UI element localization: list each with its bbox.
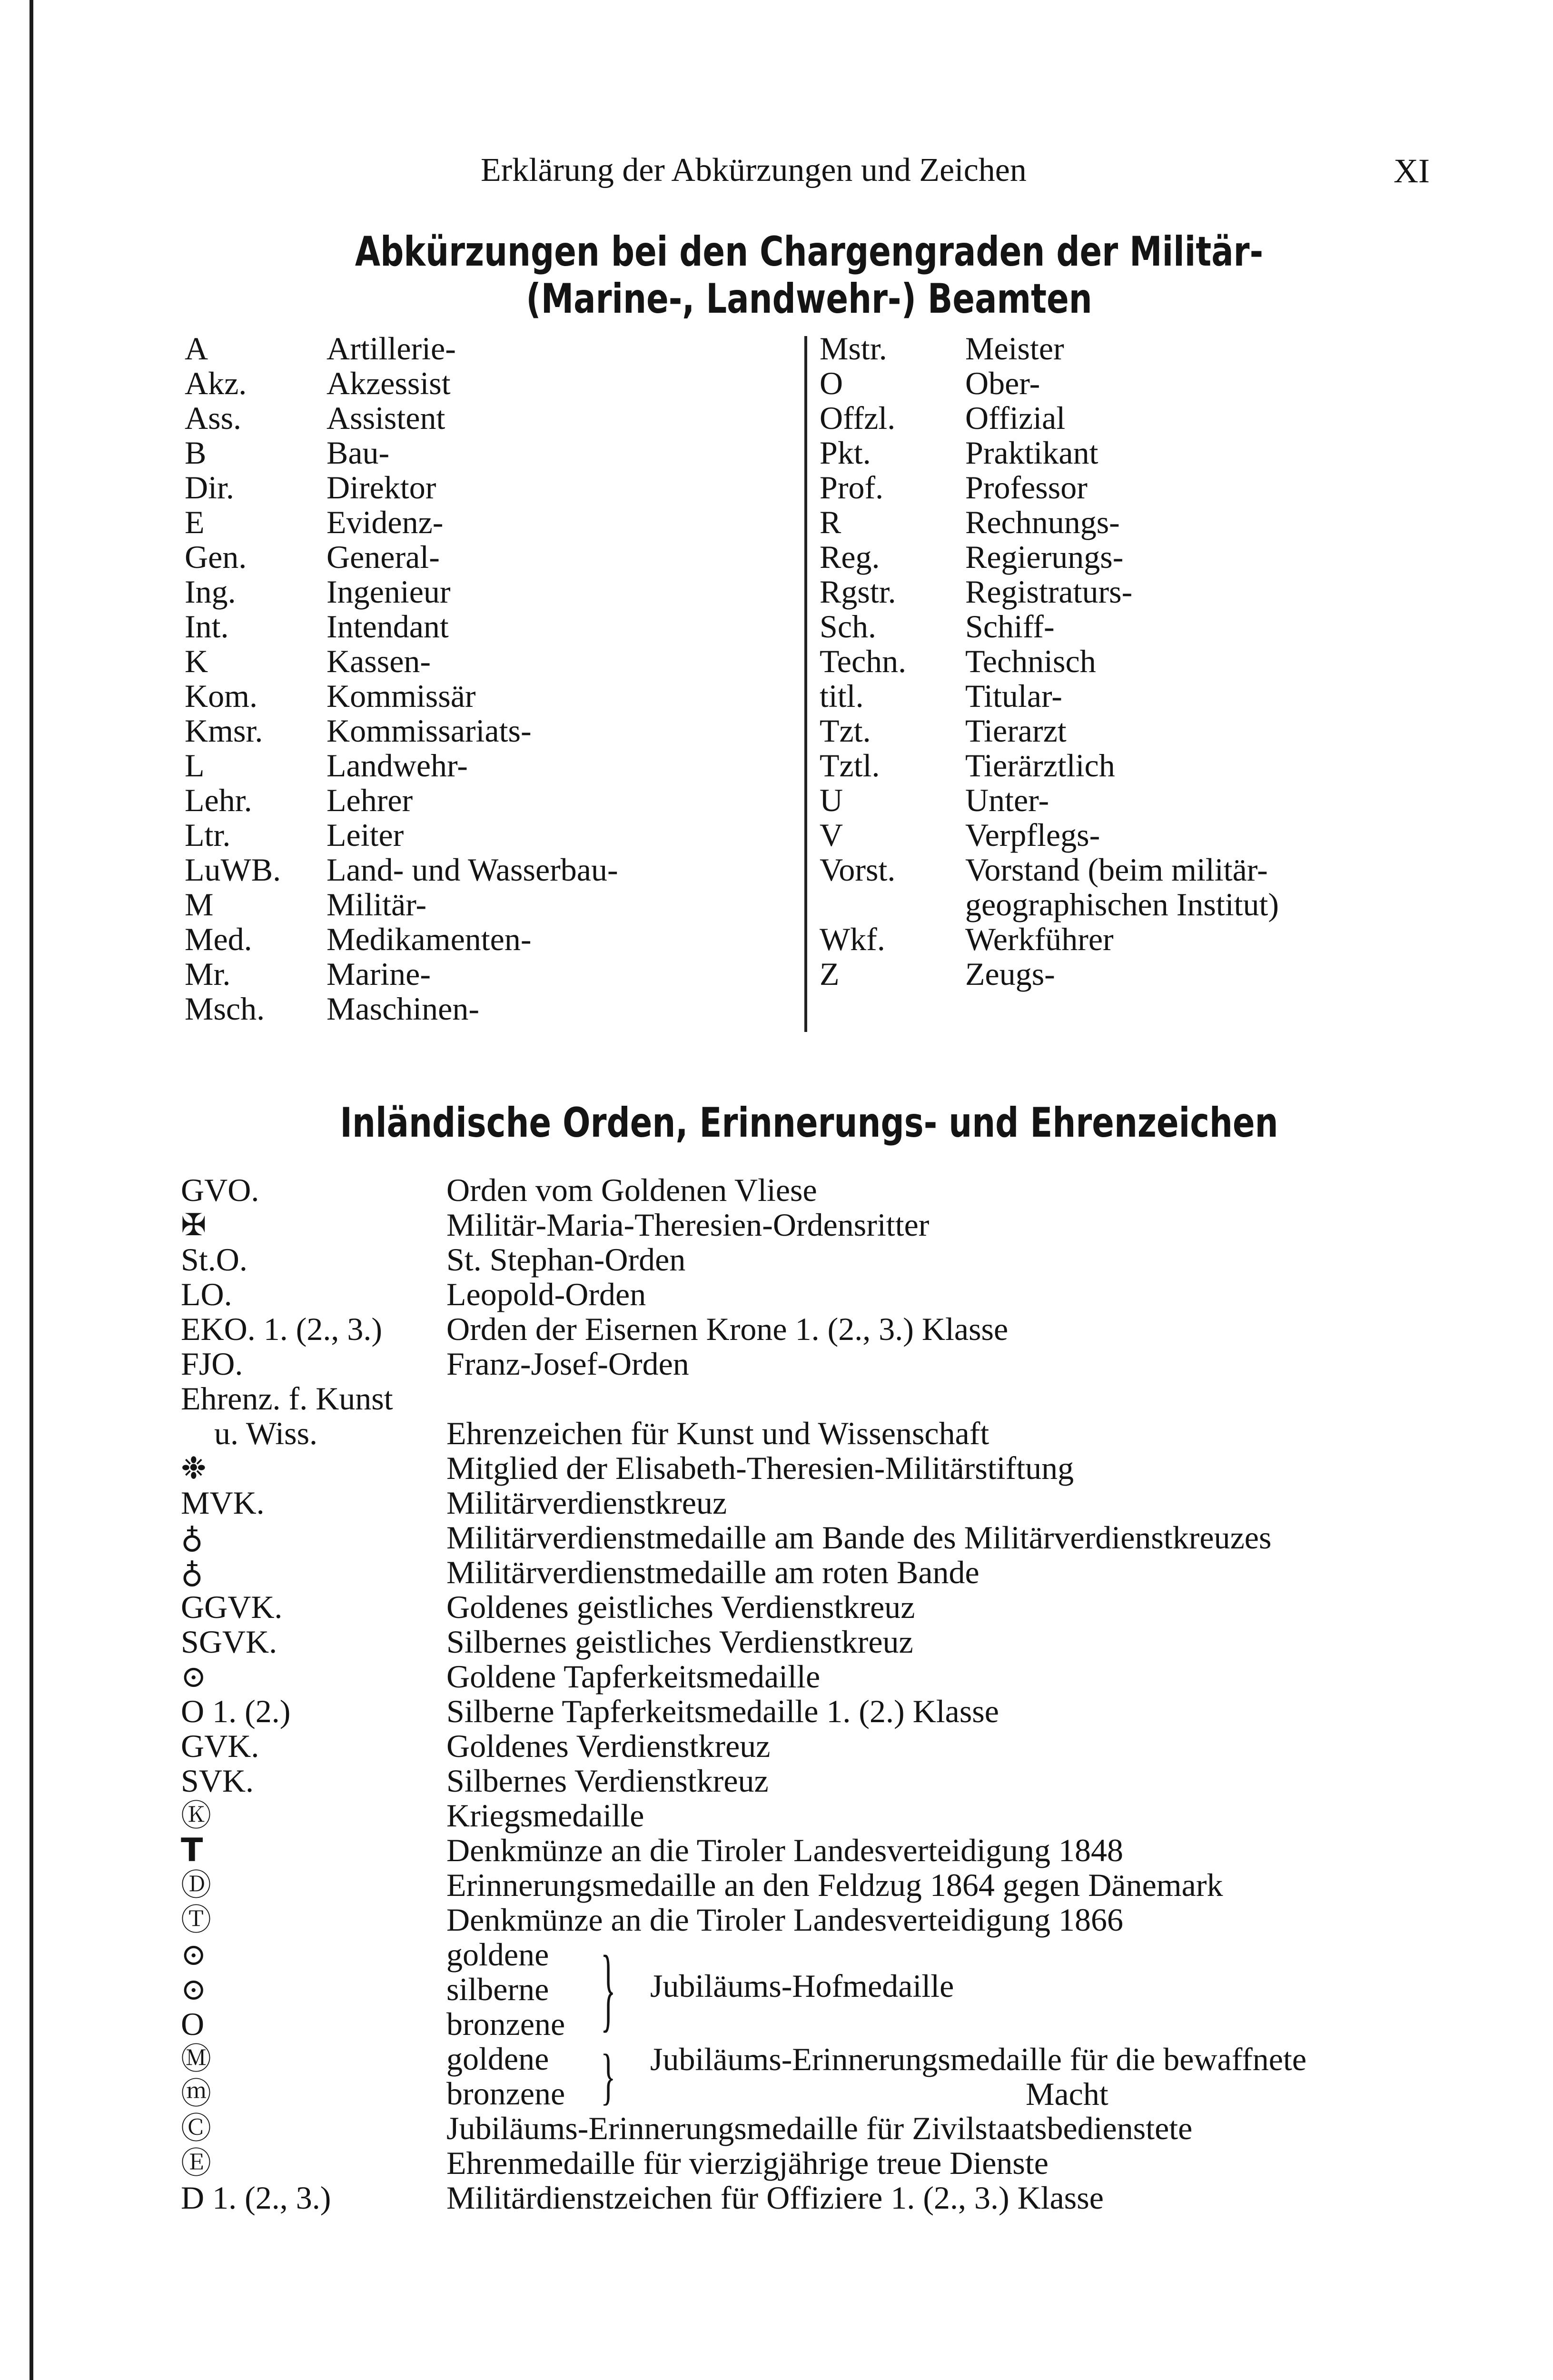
abbr-meaning: Direktor — [326, 469, 436, 506]
order-meaning: Militär-Maria-Theresien-Ordensritter — [446, 1207, 930, 1243]
order-symbol: Ehrenz. f. Kunst — [181, 1380, 393, 1417]
list-item — [820, 748, 1436, 783]
abbr-code: Msch. — [185, 991, 265, 1027]
abbr-meaning: Kommissariats- — [326, 713, 532, 749]
abbr-meaning: Werkführer — [965, 921, 1114, 957]
abbr-meaning: Intendant — [326, 608, 449, 645]
abbr-meaning: Leiter — [326, 817, 404, 853]
order-meaning: Militärverdienstmedaille am roten Bande — [446, 1554, 979, 1590]
abbr-code: Offzl. — [820, 400, 896, 436]
order-meaning: Silbernes Verdienstkreuz — [446, 1763, 769, 1799]
abbr-meaning: Tierärztlich — [965, 747, 1115, 783]
abbr-code: V — [820, 817, 843, 853]
hofmedaille-label: Jubiläums-Hofmedaille — [650, 1968, 954, 2004]
abbr-meaning: Technisch — [965, 643, 1096, 679]
list-item — [181, 2111, 1271, 2146]
abbr-meaning: Vorstand (beim militär-geographischen Institut) — [965, 852, 1279, 922]
order-meaning: Militärverdienstmedaille am Bande des Militärverdienstkreuzes — [446, 1519, 1272, 1556]
star-icon: ❉ — [181, 1451, 207, 1485]
list-item — [820, 679, 1436, 714]
abbr-meaning: Praktikant — [965, 435, 1098, 471]
order-meaning: Mitglied der Elisabeth-Theresien-Militärstiftung — [446, 1450, 1074, 1486]
bewaffnete-label-line1: Jubiläums-Erinnerungsmedaille für die bewaffnete — [650, 2041, 1307, 2077]
list-item — [181, 1903, 1271, 1937]
order-meaning: Kriegsmedaille — [446, 1797, 644, 1834]
abbr-code: Sch. — [820, 608, 876, 645]
order-symbol: GVK. — [181, 1728, 259, 1764]
abbr-meaning: Lehrer — [326, 782, 413, 818]
abbr-code: Lehr. — [185, 782, 252, 818]
list-item — [820, 575, 1436, 609]
order-meaning: Denkmünze an die Tiroler Landesverteidigung 1848 — [446, 1832, 1124, 1868]
list-item — [181, 1242, 1271, 1277]
order-meaning: Silberne Tapferkeitsmedaille 1. (2.) Klasse — [446, 1693, 999, 1729]
abbr-meaning: Ingenieur — [326, 574, 451, 610]
abbr-code: Wkf. — [820, 921, 885, 957]
list-item — [181, 1173, 1271, 1208]
circle-dot-icon: ⊙ — [181, 1938, 207, 1972]
list-item — [185, 748, 618, 783]
medal-icon: ♁ — [181, 1521, 203, 1555]
list-item — [181, 1764, 1271, 1798]
list-item — [820, 783, 1436, 818]
order-meaning: Silbernes geistliches Verdienstkreuz — [446, 1624, 913, 1660]
abbr-meaning: Assistent — [326, 400, 445, 436]
abbr-meaning: Akzessist — [326, 365, 451, 401]
abbr-meaning: Land- und Wasserbau- — [326, 852, 618, 888]
order-meaning: Ehrenmedaille für vierzigjährige treue Dienste — [446, 2145, 1049, 2181]
order-meaning: Leopold-Orden — [446, 1276, 646, 1312]
order-meaning: Ehrenzeichen für Kunst und Wissenschaft — [446, 1415, 989, 1451]
abbreviation-list-right — [820, 331, 1436, 992]
list-item — [820, 818, 1436, 853]
order-meaning: Militärverdienstkreuz — [446, 1485, 727, 1521]
abbr-code: Tzt. — [820, 713, 871, 749]
order-symbol: SGVK. — [181, 1624, 277, 1660]
list-item — [185, 575, 618, 609]
page-edge — [30, 0, 33, 2380]
abbr-code: Rgstr. — [820, 574, 896, 610]
abbr-meaning: Titular- — [965, 678, 1062, 714]
circled-d-icon: Ⓓ — [181, 1868, 211, 1902]
order-meaning: Goldenes geistliches Verdienstkreuz — [446, 1589, 915, 1625]
abbr-meaning: Rechnungs- — [965, 504, 1120, 540]
list-item — [185, 331, 618, 366]
abbr-code: Techn. — [820, 643, 907, 679]
circle-dot-icon: ⊙ — [181, 1660, 207, 1694]
circled-t-icon: Ⓣ — [181, 1903, 211, 1937]
order-meaning: Denkmünze an die Tiroler Landesverteidigung 1866 — [446, 1902, 1124, 1938]
list-item — [185, 887, 618, 922]
list-item — [820, 644, 1436, 679]
order-symbol: EKO. 1. (2., 3.) — [181, 1311, 383, 1347]
list-item — [181, 1625, 1271, 1659]
order-symbol: FJO. — [181, 1346, 243, 1382]
order-meaning: bronzene — [446, 2006, 565, 2042]
list-item — [185, 714, 618, 748]
abbr-meaning: General- — [326, 539, 440, 575]
abbr-code: Vorst. — [820, 852, 896, 888]
abbr-code: LuWB. — [185, 852, 281, 888]
abbr-meaning: Evidenz- — [326, 504, 444, 540]
abbr-code: M — [185, 886, 214, 922]
circled-m-icon: ⓜ — [181, 2077, 211, 2111]
abbr-meaning: Offizial — [965, 400, 1066, 436]
order-meaning: goldene — [446, 2041, 549, 2077]
abbr-meaning: Registraturs- — [965, 574, 1133, 610]
abbr-code: Ing. — [185, 574, 236, 610]
column-divider — [804, 336, 807, 1032]
order-meaning: Goldenes Verdienstkreuz — [446, 1728, 771, 1764]
list-item — [181, 2007, 1271, 2042]
abbr-meaning: Schiff- — [965, 608, 1055, 645]
list-item — [181, 1277, 1271, 1312]
abbr-code: Tztl. — [820, 747, 880, 783]
brace-icon: } — [601, 1937, 616, 2042]
cross-icon: ✠ — [181, 1208, 207, 1242]
list-item — [181, 1868, 1271, 1903]
abbr-meaning: Professor — [965, 469, 1088, 506]
list-item — [185, 366, 618, 401]
list-item — [820, 609, 1436, 644]
list-item — [185, 540, 618, 575]
abbr-code: Mstr. — [820, 330, 887, 367]
abbr-code: Gen. — [185, 539, 247, 575]
list-item — [181, 1520, 1271, 1555]
list-item — [820, 470, 1436, 505]
list-item — [185, 992, 618, 1026]
abbr-code: B — [185, 435, 207, 471]
order-symbol: D 1. (2., 3.) — [181, 2180, 331, 2216]
abbr-code: titl. — [820, 678, 864, 714]
bewaffnete-label-line2: Macht — [1026, 2076, 1108, 2112]
abbr-code: U — [820, 782, 843, 818]
abbr-meaning: Landwehr- — [326, 747, 468, 783]
list-item — [820, 714, 1436, 748]
list-item — [181, 1833, 1271, 1868]
abbr-meaning: Marine- — [326, 956, 431, 992]
order-symbol: GVO. — [181, 1172, 259, 1208]
list-item — [181, 1659, 1271, 1694]
abbr-meaning: Ober- — [965, 365, 1040, 401]
list-item — [820, 331, 1436, 366]
list-item — [181, 1416, 1271, 1451]
abbr-code: O — [820, 365, 843, 401]
order-meaning: Orden der Eisernen Krone 1. (2., 3.) Klasse — [446, 1311, 1009, 1347]
list-item — [181, 1798, 1271, 1833]
list-item — [181, 1555, 1271, 1590]
list-item — [181, 1208, 1271, 1242]
abbr-code: Mr. — [185, 956, 231, 992]
abbr-code: Ltr. — [185, 817, 231, 853]
circled-k-icon: Ⓚ — [181, 1799, 211, 1833]
list-item — [181, 2181, 1271, 2215]
circled-e-icon: Ⓔ — [181, 2146, 211, 2180]
list-item — [185, 644, 618, 679]
abbr-code: Akz. — [185, 365, 247, 401]
list-item — [185, 609, 618, 644]
list-item — [181, 2146, 1271, 2181]
abbr-code: Z — [820, 956, 840, 992]
order-symbol: T — [181, 1832, 203, 1869]
list-item — [185, 783, 618, 818]
abbr-code: Int. — [185, 608, 229, 645]
circled-c-icon: Ⓒ — [181, 2112, 211, 2145]
list-item — [181, 1312, 1271, 1347]
order-meaning: Erinnerungsmedaille an den Feldzug 1864 gegen Dänemark — [446, 1867, 1223, 1903]
order-symbol: O 1. (2.) — [181, 1693, 291, 1729]
abbr-code: Prof. — [820, 469, 884, 506]
list-item — [820, 853, 1436, 922]
abbr-code: E — [185, 504, 205, 540]
order-symbol: GGVK. — [181, 1589, 283, 1625]
list-item — [185, 401, 618, 436]
list-item — [185, 679, 618, 714]
abbr-code: A — [185, 330, 208, 367]
brace-icon: } — [601, 2042, 616, 2112]
list-item — [181, 1347, 1271, 1381]
section-title-abbreviations: Abkürzungen bei den Chargengraden der Militär-(Marine-, Landwehr-) Beamten — [355, 228, 1264, 323]
abbr-code: R — [820, 504, 841, 540]
order-meaning: goldene — [446, 1936, 549, 1973]
list-item — [820, 540, 1436, 575]
list-item — [185, 853, 618, 887]
order-meaning: Goldene Tapferkeitsmedaille — [446, 1658, 821, 1695]
order-symbol: SVK. — [181, 1763, 254, 1799]
list-item — [820, 957, 1436, 992]
running-title: Erklärung der Abkürzungen und Zeichen — [481, 152, 1027, 188]
list-item — [185, 436, 618, 470]
list-item — [185, 470, 618, 505]
order-symbol: MVK. — [181, 1485, 265, 1521]
section-title-orders: Inländische Orden, Erinnerungs- und Ehrenzeichen — [340, 1099, 1278, 1147]
list-item — [185, 957, 618, 992]
page-number: XI — [1394, 152, 1430, 190]
list-item — [820, 505, 1436, 540]
medal-icon: ♁ — [181, 1556, 203, 1589]
abbr-meaning: Zeugs- — [965, 956, 1055, 992]
abbr-meaning: Kommissär — [326, 678, 476, 714]
order-meaning: Franz-Josef-Orden — [446, 1346, 689, 1382]
list-item — [181, 1486, 1271, 1520]
abbr-meaning: Unter- — [965, 782, 1049, 818]
list-item — [185, 818, 618, 853]
list-item — [181, 1590, 1271, 1625]
circled-m-icon: Ⓜ — [181, 2042, 211, 2076]
abbr-code: Pkt. — [820, 435, 871, 471]
abbr-code: Kmsr. — [185, 713, 263, 749]
list-item — [820, 401, 1436, 436]
order-symbol: O — [181, 2006, 205, 2042]
abbr-meaning: Maschinen- — [326, 991, 480, 1027]
abbr-code: L — [185, 747, 205, 783]
abbr-meaning: Bau- — [326, 435, 390, 471]
abbreviation-list-left — [185, 331, 618, 1026]
abbr-meaning: Verpflegs- — [965, 817, 1100, 853]
circle-dot-icon: ⊙ — [181, 1973, 207, 2006]
order-symbol: St.O. — [181, 1241, 247, 1278]
abbr-meaning: Meister — [965, 330, 1064, 367]
list-item — [820, 366, 1436, 401]
list-item — [181, 1729, 1271, 1764]
abbr-meaning: Tierarzt — [965, 713, 1067, 749]
list-item — [820, 922, 1436, 957]
list-item — [181, 1694, 1271, 1729]
abbr-meaning: Kassen- — [326, 643, 431, 679]
abbr-meaning: Artillerie- — [326, 330, 456, 367]
abbr-meaning: Regierungs- — [965, 539, 1124, 575]
abbr-code: Ass. — [185, 400, 242, 436]
order-meaning: Jubiläums-Erinnerungsmedaille für Zivilstaatsbedienstete — [446, 2110, 1193, 2146]
abbr-code: K — [185, 643, 208, 679]
abbr-meaning: Militär- — [326, 886, 427, 922]
abbr-code: Med. — [185, 921, 252, 957]
order-meaning: Orden vom Goldenen Vliese — [446, 1172, 817, 1208]
list-item — [185, 922, 618, 957]
list-item — [181, 1937, 1271, 1972]
abbr-code: Reg. — [820, 539, 880, 575]
list-item — [181, 1451, 1271, 1486]
abbr-code: Kom. — [185, 678, 257, 714]
list-item — [185, 505, 618, 540]
order-symbol: LO. — [181, 1276, 232, 1312]
order-meaning: Militärdienstzeichen für Offiziere 1. (2., 3.) Klasse — [446, 2180, 1104, 2216]
order-symbol: u. Wiss. — [214, 1415, 318, 1451]
list-item — [181, 1381, 1271, 1416]
list-item — [820, 436, 1436, 470]
order-meaning: St. Stephan-Orden — [446, 1241, 686, 1278]
abbr-meaning: Medikamenten- — [326, 921, 532, 957]
order-meaning: bronzene — [446, 2075, 565, 2112]
order-meaning: silberne — [446, 1971, 549, 2007]
abbr-code: Dir. — [185, 469, 234, 506]
